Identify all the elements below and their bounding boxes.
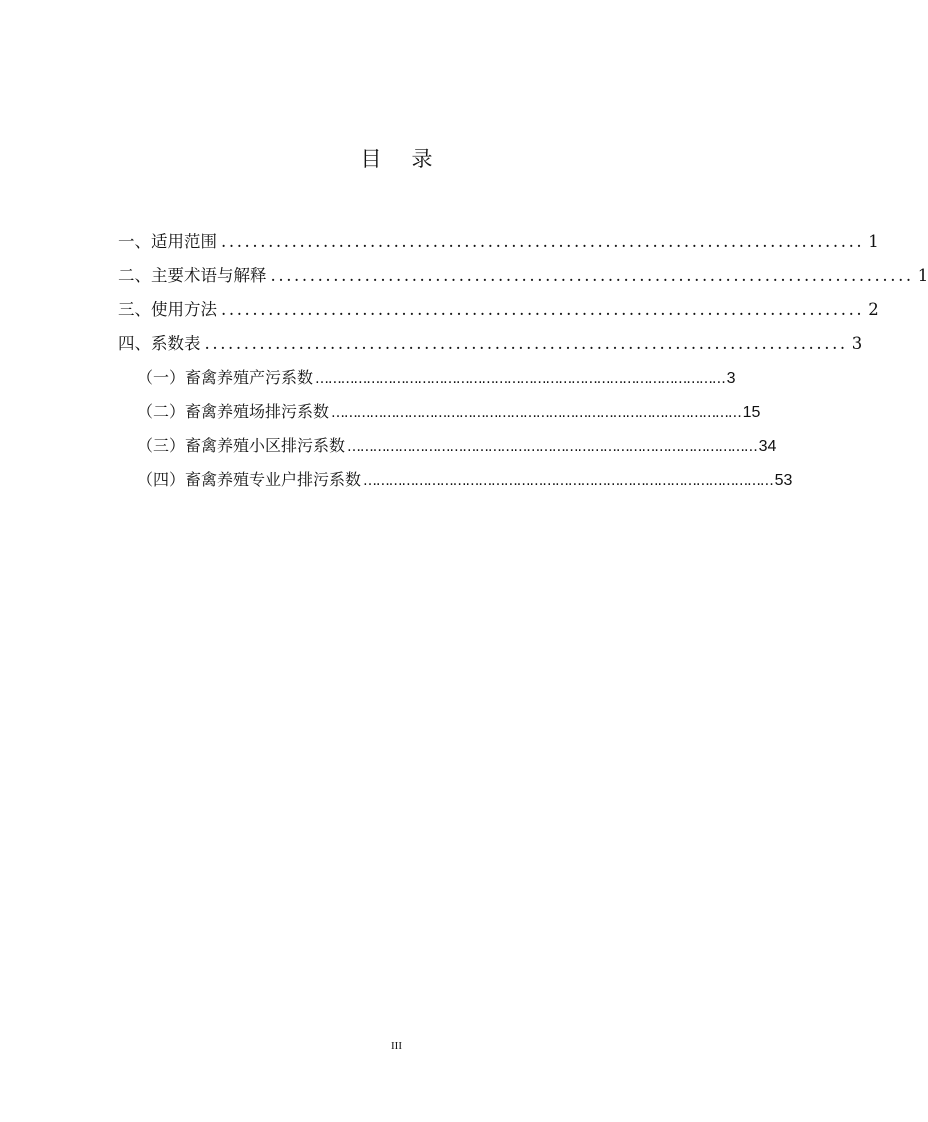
toc-entry[interactable] xyxy=(118,262,928,296)
toc-entry-page: 3 xyxy=(851,334,863,353)
toc-entry-page: 2 xyxy=(868,300,879,319)
toc-dot-leader: .................................................................................. xyxy=(204,334,848,353)
toc-entry-label: 四、系数表 xyxy=(118,334,201,353)
toc-subentry[interactable] xyxy=(118,466,793,500)
toc-entry-page: 1 xyxy=(917,266,928,285)
title-char-2: 录 xyxy=(411,147,433,171)
toc-dot-leader: .................................................................................. xyxy=(270,266,914,285)
toc-entry-page: 1 xyxy=(868,232,879,251)
toc-subentry-page: 15 xyxy=(742,404,761,421)
page-number: III xyxy=(391,1040,402,1052)
toc-dot-leader: .................................................................................. xyxy=(221,232,865,251)
toc-entry[interactable] xyxy=(118,330,863,364)
toc-dot-leader: .................................................................................. xyxy=(221,300,865,319)
toc-dot-leader: …………………………………………………………………………………… xyxy=(363,473,773,489)
page-title xyxy=(0,143,793,173)
toc-subentry-page: 3 xyxy=(726,370,736,387)
toc-subentry[interactable] xyxy=(118,432,777,466)
toc-entry-label: 一、适用范围 xyxy=(118,232,217,251)
toc-subentry-label: （二）畜禽养殖场排污系数 xyxy=(137,402,330,421)
title-char-1: 目 xyxy=(360,147,382,171)
toc-dot-leader: …………………………………………………………………………………… xyxy=(315,371,725,387)
toc-subentry-label: （三）畜禽养殖小区排污系数 xyxy=(137,436,346,455)
toc-dot-leader: …………………………………………………………………………………… xyxy=(347,439,757,455)
toc-subentry[interactable] xyxy=(118,364,736,398)
toc-entry-label: 二、主要术语与解释 xyxy=(118,266,267,285)
toc-subentry-label: （一）畜禽养殖产污系数 xyxy=(137,368,314,387)
toc-entry[interactable] xyxy=(118,296,879,330)
toc-dot-leader: …………………………………………………………………………………… xyxy=(331,405,741,421)
toc-subentry-page: 34 xyxy=(758,438,777,455)
toc-entry-label: 三、使用方法 xyxy=(118,300,217,319)
toc-subentry-page: 53 xyxy=(774,472,793,489)
toc-subentry-label: （四）畜禽养殖专业户排污系数 xyxy=(137,470,362,489)
toc-subentry[interactable] xyxy=(118,398,761,432)
toc-entry[interactable] xyxy=(118,228,879,262)
table-of-contents xyxy=(118,228,928,500)
